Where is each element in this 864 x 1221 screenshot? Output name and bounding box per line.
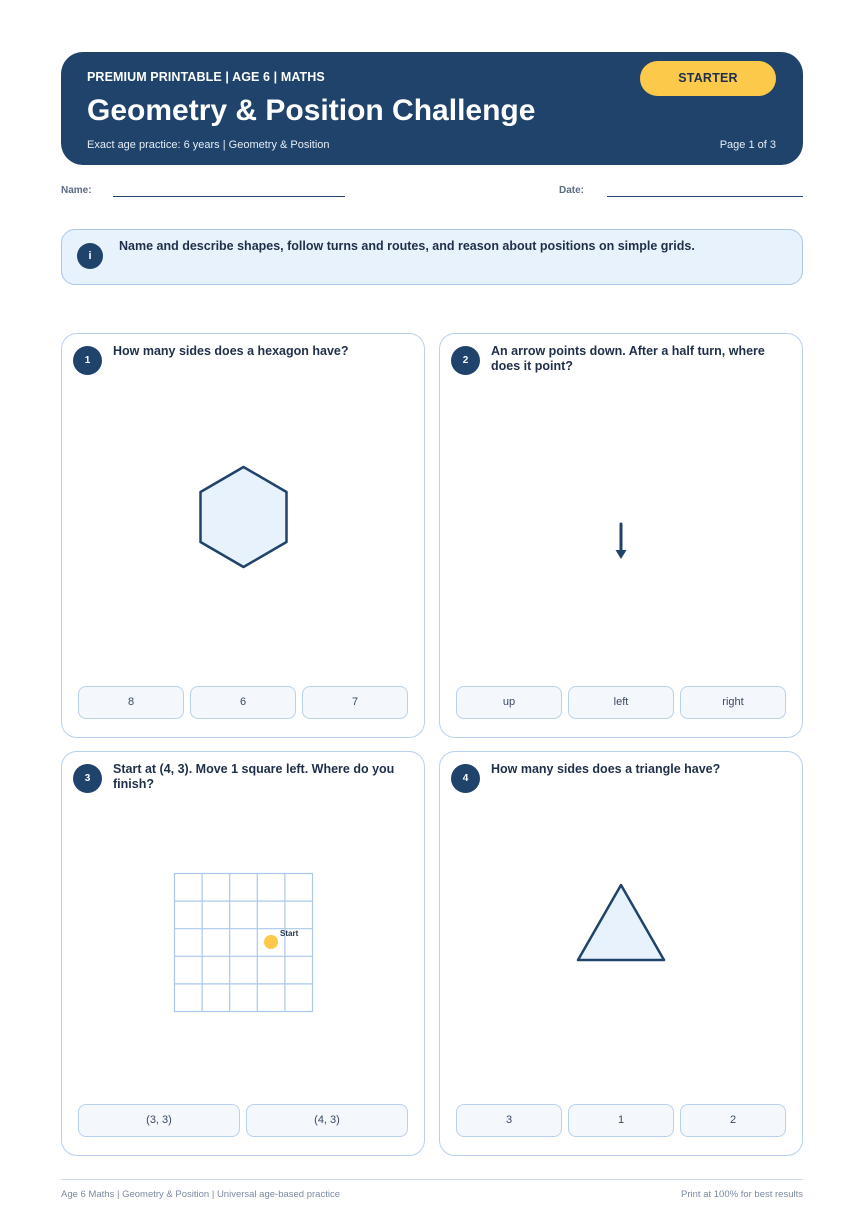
- answer-option[interactable]: 1: [568, 1104, 674, 1137]
- coordinate-grid: [62, 752, 426, 1092]
- answer-option[interactable]: 8: [78, 686, 184, 719]
- instructions-text: Name and describe shapes, follow turns and routes, and reason about positions on simple grids.: [119, 239, 695, 253]
- answer-option[interactable]: (4, 3): [246, 1104, 408, 1137]
- triangle-figure: [440, 752, 804, 1092]
- header-subtitle: Exact age practice: 6 years | Geometry & Position: [87, 139, 330, 151]
- triangle-shape: [578, 885, 664, 960]
- question-card-2: [439, 333, 803, 738]
- answer-option[interactable]: 7: [302, 686, 408, 719]
- name-field[interactable]: [113, 196, 345, 197]
- footer-divider: [61, 1179, 803, 1180]
- level-badge: STARTER: [640, 61, 776, 96]
- question-number: 1: [73, 346, 102, 375]
- start-label: Start: [280, 929, 299, 938]
- question-number: 4: [451, 764, 480, 793]
- instructions-box: [61, 229, 803, 285]
- footer-left: Age 6 Maths | Geometry & Position | Universal age-based practice: [61, 1189, 340, 1200]
- date-label: Date:: [559, 185, 585, 196]
- answer-option[interactable]: 2: [680, 1104, 786, 1137]
- question-card-1: [61, 333, 425, 738]
- question-text: Start at (4, 3). Move 1 square left. Where do you finish?: [113, 762, 395, 791]
- name-label: Name:: [61, 185, 92, 196]
- info-icon: i: [77, 243, 103, 269]
- question-number: 2: [451, 346, 480, 375]
- answer-option[interactable]: 6: [190, 686, 296, 719]
- question-number: 3: [73, 764, 102, 793]
- answer-option[interactable]: right: [680, 686, 786, 719]
- question-text: How many sides does a hexagon have?: [113, 344, 349, 358]
- question-card-3: [61, 751, 425, 1156]
- question-text: An arrow points down. After a half turn, where does it point?: [491, 344, 765, 373]
- start-marker: [264, 935, 278, 949]
- question-text: How many sides does a triangle have?: [491, 762, 721, 776]
- answer-option[interactable]: left: [568, 686, 674, 719]
- worksheet-header: [61, 52, 803, 165]
- page-indicator: Page 1 of 3: [719, 139, 776, 151]
- answer-option[interactable]: up: [456, 686, 562, 719]
- page-title: Geometry & Position Challenge: [87, 94, 536, 127]
- hexagon-figure: [62, 334, 426, 674]
- answer-option[interactable]: 3: [456, 1104, 562, 1137]
- header-kicker: PREMIUM PRINTABLE | AGE 6 | MATHS: [87, 70, 325, 84]
- hexagon-shape: [201, 467, 287, 567]
- date-field[interactable]: [607, 196, 803, 197]
- arrow-down-icon: [440, 334, 804, 674]
- answer-option[interactable]: (3, 3): [78, 1104, 240, 1137]
- question-card-4: [439, 751, 803, 1156]
- footer-right: Print at 100% for best results: [681, 1189, 803, 1200]
